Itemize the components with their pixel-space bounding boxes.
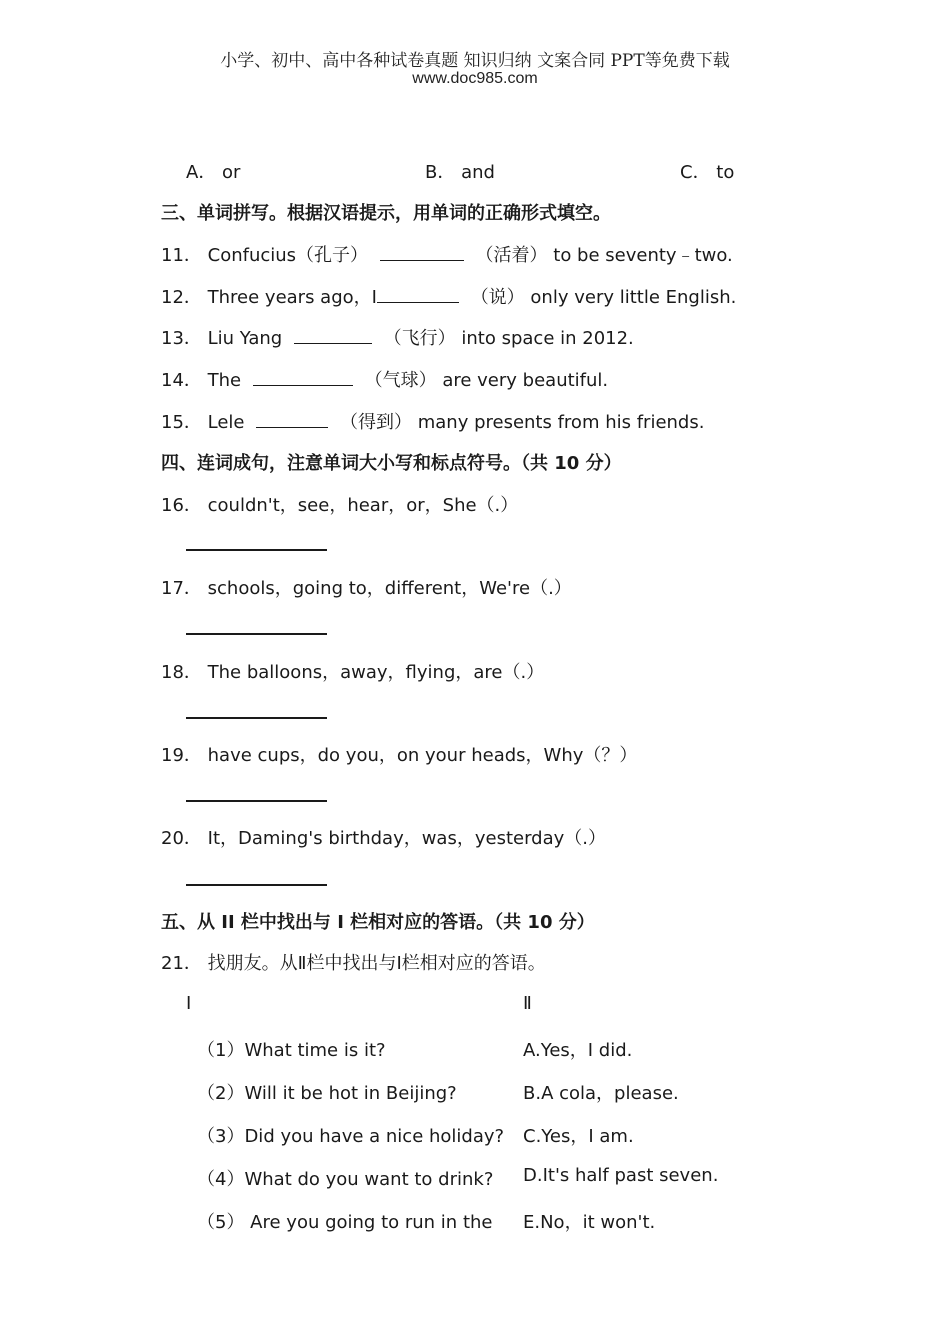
question-text: have cups，do you，on your heads，Why（？） <box>207 745 638 766</box>
answer-blank[interactable] <box>380 242 464 261</box>
column-ii-header: Ⅱ <box>523 993 532 1014</box>
question-number: 13． <box>161 328 202 349</box>
column-ii-item-e: E.No，it won't. <box>523 1212 656 1233</box>
answer-line-19[interactable] <box>186 800 327 802</box>
answer-blank[interactable] <box>294 325 372 344</box>
chinese-hint: （气球） <box>364 370 437 391</box>
question-text-post: are very beautiful. <box>442 370 609 391</box>
question-14 <box>161 366 608 392</box>
question-17 <box>161 574 572 600</box>
question-number: 16． <box>161 495 202 516</box>
question-12 <box>161 283 736 309</box>
question-number: 19． <box>161 745 202 766</box>
question-text-pre: The <box>207 370 242 391</box>
question-number: 12． <box>161 287 202 308</box>
chinese-hint: （飞行） <box>383 328 456 349</box>
column-i-header: I <box>186 993 192 1014</box>
answer-line-16[interactable] <box>186 549 327 551</box>
column-i-item-4: （4）What do you want to drink? <box>197 1169 494 1190</box>
question-number: 17． <box>161 578 202 599</box>
answer-line-18[interactable] <box>186 717 327 719</box>
question-text: couldn't，see，hear，or，She（.） <box>207 495 519 516</box>
section-5-title: 五、从 II 栏中找出与 I 栏相对应的答语。（共 10 分） <box>161 912 595 933</box>
answer-blank[interactable] <box>377 284 459 303</box>
chinese-hint: （说） <box>470 287 525 308</box>
question-16 <box>161 491 518 517</box>
question-text-pre: Confucius（孔子） <box>207 245 369 266</box>
column-i-item-3: （3）Did you have a nice holiday? <box>197 1126 505 1147</box>
question-text: It，Daming's birthday，was，yesterday（.） <box>207 828 606 849</box>
option-c: C． to <box>680 162 735 183</box>
answer-blank[interactable] <box>256 409 328 428</box>
question-text-pre: Three years ago，I <box>207 287 377 308</box>
question-number: 21． <box>161 953 202 974</box>
column-i-item-2: （2）Will it be hot in Beijing? <box>197 1083 457 1104</box>
section-3-title: 三、单词拼写。根据汉语提示，用单词的正确形式填空。 <box>161 203 611 224</box>
question-text-post: many presents from his friends. <box>417 412 705 433</box>
site-header-url: www.doc985.com <box>412 70 538 87</box>
question-number: 14． <box>161 370 202 391</box>
question-number: 15． <box>161 412 202 433</box>
question-text-pre: Liu Yang <box>207 328 283 349</box>
section-4-title: 四、连词成句，注意单词大小写和标点符号。（共 10 分） <box>161 453 622 474</box>
column-i-item-5: （5） Are you going to run in the <box>197 1212 493 1233</box>
column-ii-item-c: C.Yes，I am. <box>523 1126 634 1147</box>
question-text: The balloons，away，flying，are（.） <box>207 662 545 683</box>
question-11 <box>161 241 733 267</box>
question-text-post: into space in 2012. <box>461 328 634 349</box>
question-text-post: to be seventy﹣two. <box>553 245 733 266</box>
question-20 <box>161 824 606 850</box>
question-number: 11． <box>161 245 202 266</box>
column-ii-item-d: D.It's half past seven. <box>523 1165 719 1186</box>
question-number: 18． <box>161 662 202 683</box>
site-header-title: 小学、初中、高中各种试卷真题 知识归纳 文案合同 PPT等免费下载 <box>220 51 730 71</box>
column-ii-item-a: A.Yes，I did. <box>523 1040 633 1061</box>
question-text: schools，going to，different，We're（.） <box>207 578 572 599</box>
question-text: 找朋友。从Ⅱ栏中找出与Ⅰ栏相对应的答语。 <box>207 953 546 974</box>
question-21 <box>161 949 546 975</box>
chinese-hint: （得到） <box>339 412 412 433</box>
question-number: 20． <box>161 828 202 849</box>
column-ii-item-b: B.A cola，please. <box>523 1083 679 1104</box>
question-text-pre: Lele <box>207 412 245 433</box>
column-i-item-1: （1）What time is it? <box>197 1040 386 1061</box>
answer-blank[interactable] <box>253 367 353 386</box>
question-text-post: only very little English. <box>530 287 737 308</box>
question-15 <box>161 408 704 434</box>
option-b: B． and <box>425 162 495 183</box>
answer-line-17[interactable] <box>186 633 327 635</box>
question-18 <box>161 658 544 684</box>
question-13 <box>161 324 634 350</box>
option-a: A． or <box>186 162 241 183</box>
chinese-hint: （活着） <box>475 245 548 266</box>
answer-line-20[interactable] <box>186 884 327 886</box>
question-19 <box>161 741 637 767</box>
